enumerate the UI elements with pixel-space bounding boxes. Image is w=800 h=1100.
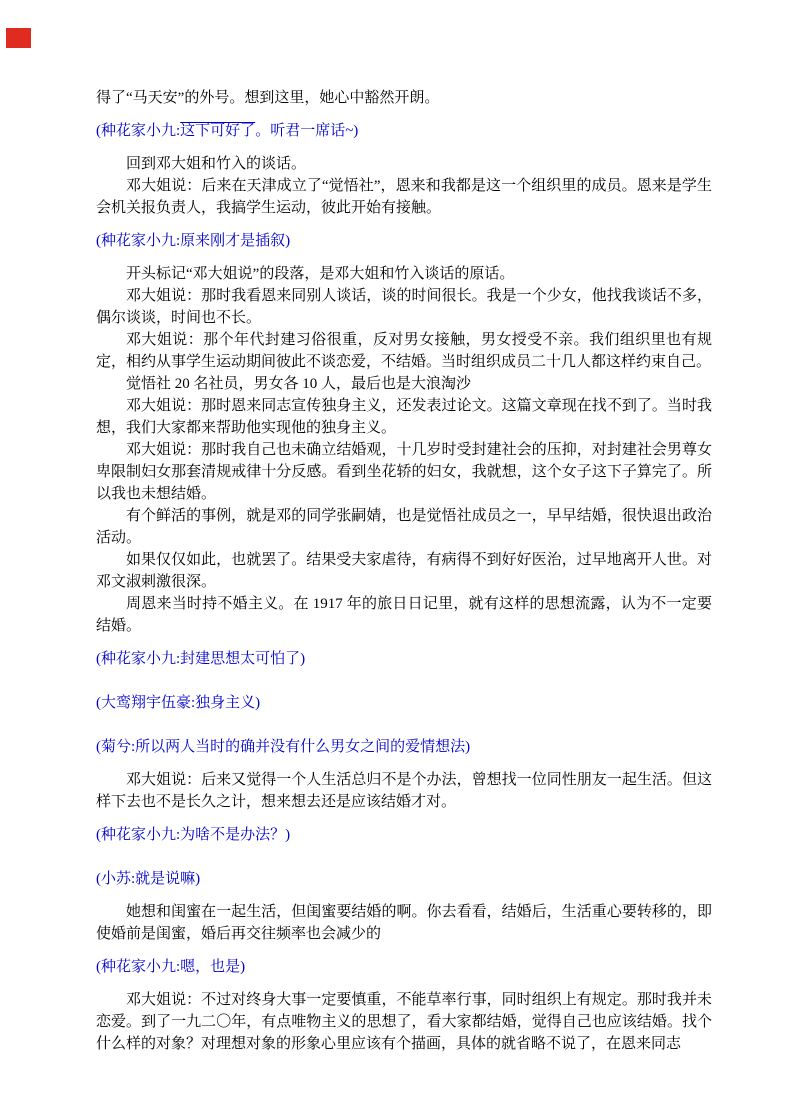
paragraph-text: 邓大姐说：那个年代封建习俗很重，反对男女接触，男女授受不亲。我们组织里也有规定，相约从事学生运动期间彼此不谈恋爱，不结婚。当时组织成员二十几人都这样约束自己。 (96, 332, 712, 370)
body-paragraph (96, 593, 712, 637)
paragraph-text: 她想和闺蜜在一起生活，但闺蜜要结婚的啊。你去看看，结婚后，生活重心要转移的，即使婚前是闺蜜，婚后再交往频率也会减少的 (96, 904, 712, 942)
comment-paragraph (96, 637, 712, 681)
comment-paragraph (96, 109, 712, 153)
comment-paragraph (96, 857, 712, 901)
body-paragraph (96, 285, 712, 329)
paragraph-text: 如果仅仅如此，也就罢了。结果受夫家虐待，有病得不到好好医治，过早地离开人世。对邓文淑刺激很深。 (96, 552, 712, 590)
document-content (96, 87, 712, 1055)
paragraph-text: (菊兮:所以两人当时的确并没有什么男女之间的爱情想法) (96, 739, 471, 755)
red-stamp (6, 28, 31, 48)
paragraph-text: 觉悟社 20 名社员，男女各 10 人，最后也是大浪淘沙 (126, 376, 472, 392)
paragraph-text: (种花家小九: (96, 123, 181, 139)
body-paragraph (96, 505, 712, 549)
body-paragraph (96, 175, 712, 219)
paragraph-text: (小苏:就是说嘛) (96, 871, 201, 887)
body-paragraph (96, 395, 712, 439)
comment-paragraph (96, 219, 712, 263)
paragraph-text: 。听君一席话~) (255, 123, 359, 139)
paragraph-text: (种花家小九:嗯，也是) (96, 959, 246, 975)
paragraph-text: 得了“马天安”的外号。想到这里，她心中豁然开朗。 (96, 90, 440, 106)
body-paragraph (96, 87, 712, 109)
body-paragraph (96, 989, 712, 1055)
comment-paragraph (96, 945, 712, 989)
comment-paragraph (96, 813, 712, 857)
paragraph-text: 邓大姐说：后来在天津成立了“觉悟社”，恩来和我都是这一个组织里的成员。恩来是学生会机关报负责人，我搞学生运动，彼此开始有接触。 (96, 178, 712, 216)
paragraph-text: (种花家小九:为啥不是办法？) (96, 827, 291, 843)
paragraph-text: (种花家小九:原来刚才是插叙) (96, 233, 291, 249)
paragraph-text: 开头标记“邓大姐说”的段落，是邓大姐和竹入谈话的原话。 (126, 266, 515, 282)
paragraph-text: 周恩来当时持不婚主义。在 1917 年的旅日日记里，就有这样的思想流露，认为不一定要结婚。 (96, 596, 712, 634)
body-paragraph (96, 373, 712, 395)
body-paragraph (96, 153, 712, 175)
body-paragraph (96, 263, 712, 285)
paragraph-text: (种花家小九:封建思想太可怕了) (96, 651, 306, 667)
paragraph-text: 邓大姐说：不过对终身大事一定要慎重，不能草率行事，同时组织上有规定。那时我并未恋爱。到了一九二〇年，有点唯物主义的思想了，看大家都结婚，觉得自己也应该结婚。找个什么样的对象？对理想对象的形象心里应该有个描画，具体的就省略不说了，在恩来同志 (96, 992, 712, 1052)
body-paragraph (96, 549, 712, 593)
paragraph-text: 邓大姐说：那时我自己也未确立结婚观，十几岁时受封建社会的压抑，对封建社会男尊女卑限制妇女那套清规戒律十分反感。看到坐花轿的妇女，我就想，这个女子这下子算完了。所以我也未想结婚。 (96, 442, 712, 502)
body-paragraph (96, 769, 712, 813)
paragraph-text: 邓大姐说：后来又觉得一个人生活总归不是个办法，曾想找一位同性朋友一起生活。但这样下去也不是长久之计，想来想去还是应该结婚才对。 (96, 772, 712, 810)
paragraph-text: 有个鲜活的事例，就是邓的同学张嗣婧，也是觉悟社成员之一，早早结婚，很快退出政治活动。 (96, 508, 712, 546)
paragraph-text: 邓大姐说：那时我看恩来同别人谈话，谈的时间很长。我是一个少女，他找我谈话不多，偶尔谈谈，时间也不长。 (96, 288, 712, 326)
body-paragraph (96, 439, 712, 505)
body-paragraph (96, 901, 712, 945)
body-paragraph (96, 329, 712, 373)
paragraph-text: 邓大姐说：那时恩来同志宣传独身主义，还发表过论文。这篇文章现在找不到了。当时我想，我们大家都来帮助他实现他的独身主义。 (96, 398, 712, 436)
comment-paragraph (96, 725, 712, 769)
paragraph-text: (大鸾翔宇伍豪:独身主义) (96, 695, 261, 711)
comment-paragraph (96, 681, 712, 725)
paragraph-text: 回到邓大姐和竹入的谈话。 (126, 156, 307, 172)
overlined-text: 这下可好了 (180, 123, 256, 139)
